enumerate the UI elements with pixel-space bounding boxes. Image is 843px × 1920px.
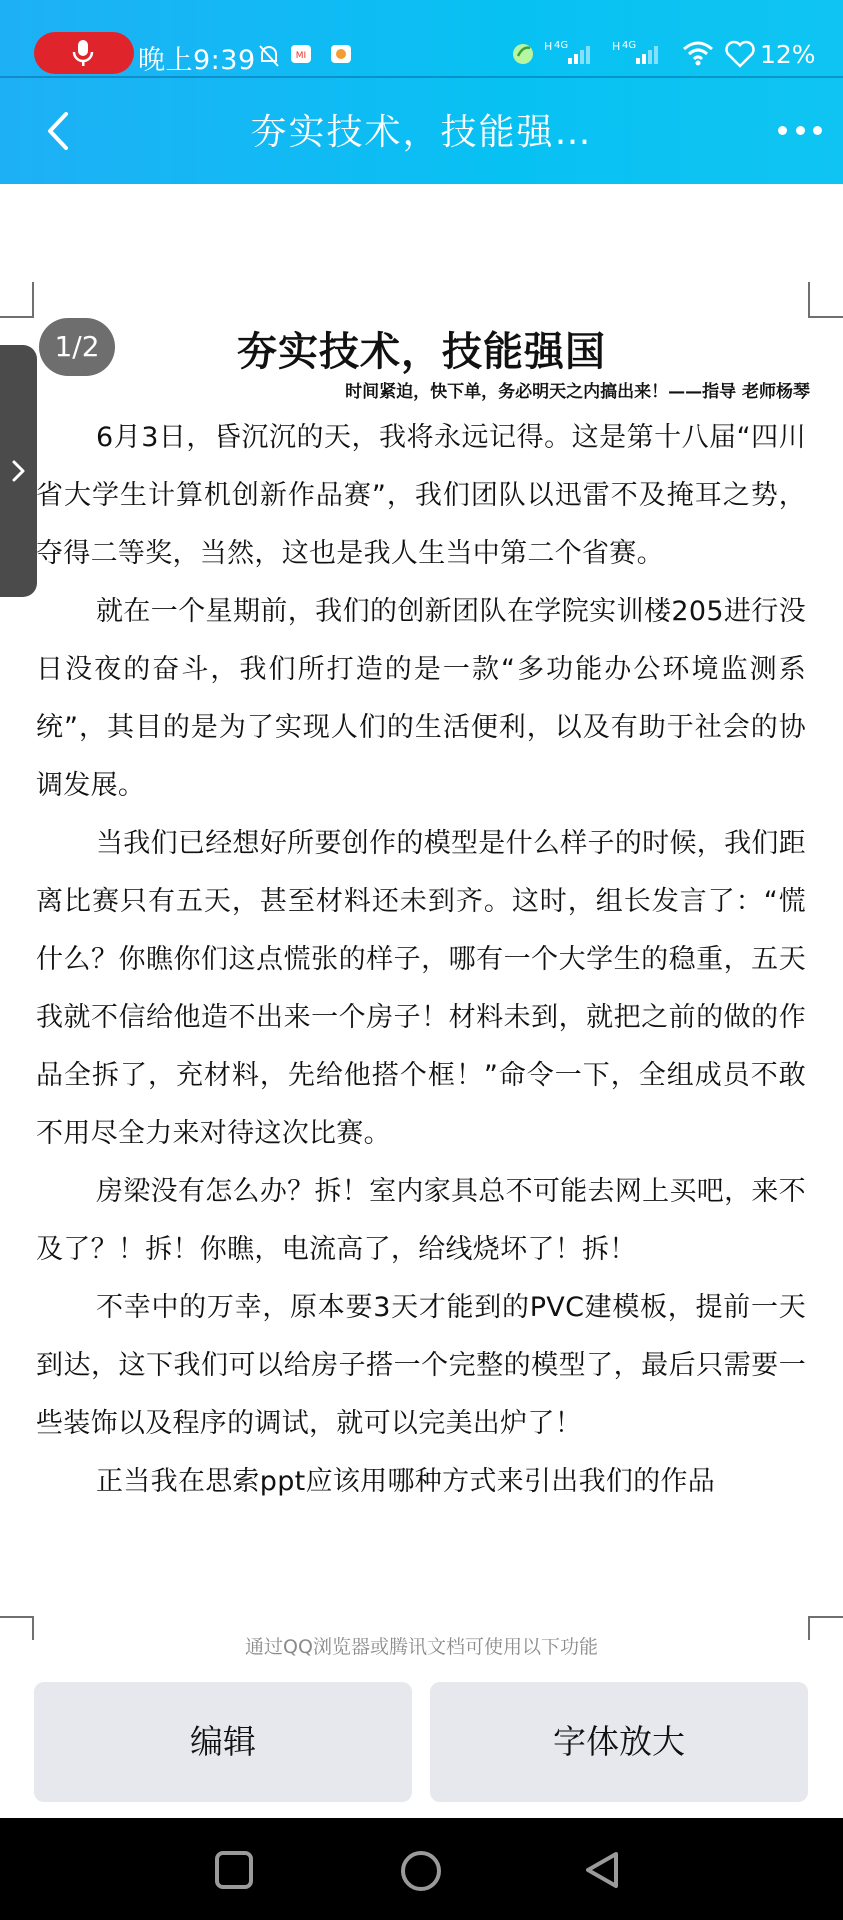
- crop-mark-top-right: [808, 282, 843, 318]
- paragraph: 6月3日，昏沉沉的天，我将永远记得。这是第十八届“四川省大学生计算机创新作品赛”，我们团队以迅雷不及掩耳之势，夺得二等奖，当然，这也是我人生当中第二个省赛。: [36, 422, 806, 569]
- svg-text:MI: MI: [295, 51, 307, 61]
- microphone-icon: [70, 39, 96, 67]
- mute-icon: [258, 44, 280, 68]
- paragraph: 就在一个星期前，我们的创新团队在学院实训楼205进行没日没夜的奋斗，我们所打造的是一款“多功能办公环境监测系统”，其目的是为了实现人们的生活便利，以及有助于社会的协调发展。: [36, 596, 806, 801]
- page-indicator: 1/2: [39, 318, 115, 376]
- svg-text:4G: 4G: [622, 40, 637, 51]
- nav-circle-icon[interactable]: [400, 1850, 442, 1892]
- document-body: [36, 409, 806, 1511]
- heart-icon: [724, 40, 756, 68]
- battery-level: 12%: [760, 40, 816, 69]
- app-bar: [0, 78, 843, 184]
- page-title: 夯实技术，技能强…: [250, 112, 593, 153]
- document-byline: 时间紧迫，快下单，务必明天之内搞出来！——指导 老师杨琴: [345, 382, 810, 402]
- signal-icon-2: [612, 38, 668, 66]
- svg-text:4G: 4G: [554, 40, 569, 51]
- more-icon[interactable]: [778, 118, 822, 142]
- enlarge-font-button[interactable]: 字体放大: [430, 1682, 808, 1802]
- wifi-icon: [682, 40, 714, 66]
- paragraph: 不幸中的万幸，原本要3天才能到的PVC建模板，提前一天到达，这下我们可以给房子搭一个完整的模型了，最后只需要一些装饰以及程序的调试，就可以完美出炉了！: [36, 1292, 806, 1439]
- notification-app-icon: [290, 44, 312, 64]
- side-panel-tab[interactable]: [0, 345, 37, 597]
- svg-text:H: H: [612, 40, 621, 53]
- recording-indicator[interactable]: [34, 32, 134, 74]
- svg-text:H: H: [544, 40, 553, 53]
- crop-mark-top-left: [0, 282, 34, 318]
- chevron-right-icon: [11, 459, 27, 483]
- notification-app-icon-2: [330, 44, 352, 64]
- paragraph: 房梁没有怎么办？拆！室内家具总不可能去网上买吧，来不及了？！拆！你瞧，电流高了，给线烧坏了！拆！: [36, 1176, 806, 1265]
- feature-hint: 通过QQ浏览器或腾讯文档可使用以下功能: [245, 1636, 598, 1658]
- edit-button[interactable]: 编辑: [34, 1682, 412, 1802]
- top-bar: [0, 0, 843, 184]
- status-bar: [0, 0, 843, 78]
- nav-square-icon[interactable]: [214, 1850, 254, 1890]
- signal-icon-1: [544, 38, 600, 66]
- paragraph: 当我们已经想好所要创作的模型是什么样子的时候，我们距离比赛只有五天，甚至材料还未到齐。这时，组长发言了：“慌什么？你瞧你们这点慌张的样子，哪有一个大学生的稳重，五天我就不信给他造不出来一个房子！材料未到，就把之前的做的作品全拆了，充材料，先给他搭个框！”命令一下，全组成员不敢不用尽全力来对待这次比赛。: [36, 828, 806, 1149]
- document-title: 夯实技术，技能强国: [237, 329, 606, 375]
- nav-back-icon[interactable]: [582, 1850, 622, 1890]
- leaf-icon: [510, 40, 536, 66]
- paragraph: 正当我在思索ppt应该用哪种方式来引出我们的作品: [96, 1466, 716, 1497]
- system-nav-bar: [0, 1818, 843, 1920]
- status-time: 晚上9:39: [138, 45, 256, 76]
